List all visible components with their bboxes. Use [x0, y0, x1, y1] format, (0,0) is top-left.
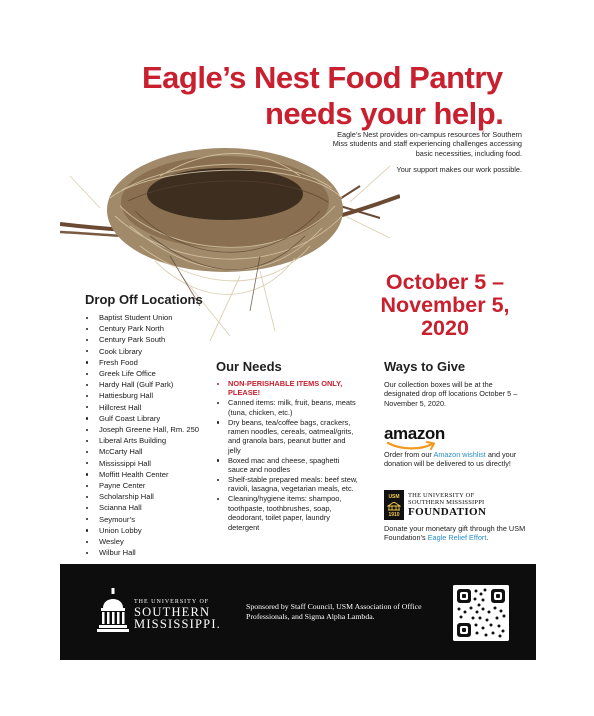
foundation-name-line-3: FOUNDATION — [408, 506, 487, 518]
flyer — [60, 46, 536, 660]
list-item: Cleaning/hygiene items: shampoo, toothpaste, toothbrushes, soap, deodorant, toilet paper, laundry detergent — [216, 494, 358, 532]
event-dates — [370, 271, 520, 340]
usm-logo — [96, 586, 226, 640]
foundation-name — [408, 492, 486, 518]
title-line-1: Eagle’s Nest Food Pantry — [142, 60, 503, 95]
usm-logo-text — [134, 598, 221, 630]
collection-boxes-text: Our collection boxes will be at the designated drop off locations October 5 – November 5, 2020. — [384, 380, 518, 408]
list-item: Shelf-stable prepared meals: beef stew, ravioli, lasagna, vegetarian meals, etc. — [216, 475, 358, 494]
needs-list — [216, 379, 358, 533]
list-item: Payne Center — [85, 480, 245, 491]
dates-line-2: November 5, — [380, 293, 510, 317]
list-item: Cook Library — [85, 346, 245, 357]
list-item: Wilbur Hall — [85, 547, 245, 558]
eagle-relief-effort-link[interactable]: Eagle Relief Effort — [427, 533, 487, 543]
list-item: Fresh Food — [85, 357, 245, 368]
footer — [60, 564, 536, 660]
donate-text-pre: Donate your monetary gift through the USM Foundation’s — [384, 524, 526, 543]
list-item: Mississippi Hall — [85, 458, 245, 469]
amazon-smile-icon — [386, 441, 438, 450]
amazon-text-pre: Order from our — [384, 450, 434, 459]
list-item: Scholarship Hall — [85, 491, 245, 502]
dates-line-3: 2020 — [421, 316, 469, 340]
amazon-text — [384, 450, 529, 469]
list-item: Canned items: milk, fruit, beans, meats (tuna, chicken, etc.) — [216, 398, 358, 417]
list-item: Union Lobby — [85, 525, 245, 536]
amazon-logo — [384, 424, 464, 450]
list-item: Seymour’s — [85, 514, 245, 525]
dome-icon — [96, 588, 130, 634]
usm-logo-line-3: MISSISSIPPI. — [134, 617, 222, 631]
title-line-2: needs your help. — [265, 96, 504, 131]
list-item: McCarty Hall — [85, 446, 245, 457]
list-item: Hillcrest Hall — [85, 402, 245, 413]
donate-text-post: . — [486, 533, 489, 543]
usm-logo-line-1: THE UNIVERSITY OF — [134, 599, 210, 605]
list-item: Hardy Hall (Gulf Park) — [85, 379, 245, 390]
intro-text — [332, 130, 522, 175]
amazon-text-post: and your donation will be delivered to us directly! — [384, 450, 517, 469]
usm-logo-line-2: SOUTHERN — [134, 605, 211, 619]
needs-heading: Our Needs — [216, 359, 282, 374]
list-item: Scianna Hall — [85, 502, 245, 513]
list-item: Century Park South — [85, 334, 245, 345]
ways-heading: Ways to Give — [384, 359, 466, 374]
seal-text-1: USM — [388, 494, 400, 500]
list-item: Boxed mac and cheese, spaghetti sauce and noodles — [216, 456, 358, 475]
usm-foundation-logo — [384, 490, 524, 522]
list-item: Gulf Coast Library — [85, 413, 245, 424]
sponsor-text: Sponsored by Staff Council, USM Association of Office Professionals, and Sigma Alpha Lambda. — [246, 602, 422, 621]
list-item: Greek Life Office — [85, 368, 245, 379]
foundation-name-line-2: SOUTHERN MISSISSIPPI — [408, 499, 485, 506]
list-item: Century Park North — [85, 323, 245, 334]
list-item: Liberal Arts Building — [85, 435, 245, 446]
dates-line-1: October 5 – — [385, 270, 505, 294]
list-item: Moffitt Health Center — [85, 469, 245, 480]
amazon-wishlist-link[interactable]: Amazon wishlist — [433, 450, 486, 459]
list-item: Joseph Greene Hall, Rm. 250 — [85, 424, 245, 435]
list-item: Dry beans, tea/coffee bags, crackers, ramen noodles, cereals, oatmeal/grits, and granola bars, peanut butter and jelly — [216, 418, 358, 456]
list-item: Wesley — [85, 536, 245, 547]
support-line: Your support makes our work possible. — [396, 165, 522, 175]
qr-code-icon[interactable] — [453, 585, 509, 641]
amazon-wordmark: amazon — [384, 424, 445, 443]
donate-text — [384, 524, 529, 543]
seal-building-icon — [387, 502, 401, 511]
intro-paragraph: Eagle’s Nest provides on-campus resources for Southern Miss students and staff experiencing challenges accessing basic necessities, including food. — [332, 130, 522, 158]
list-item: Baptist Student Union — [85, 312, 245, 323]
list-item: Hattiesburg Hall — [85, 390, 245, 401]
foundation-seal-icon — [384, 490, 404, 520]
seal-text-2: 1910 — [388, 512, 400, 518]
dropoff-heading: Drop Off Locations — [85, 292, 203, 307]
foundation-name-line-1: THE UNIVERSITY OF — [408, 492, 475, 499]
needs-highlight: NON-PERISHABLE ITEMS ONLY, PLEASE! — [216, 379, 358, 398]
